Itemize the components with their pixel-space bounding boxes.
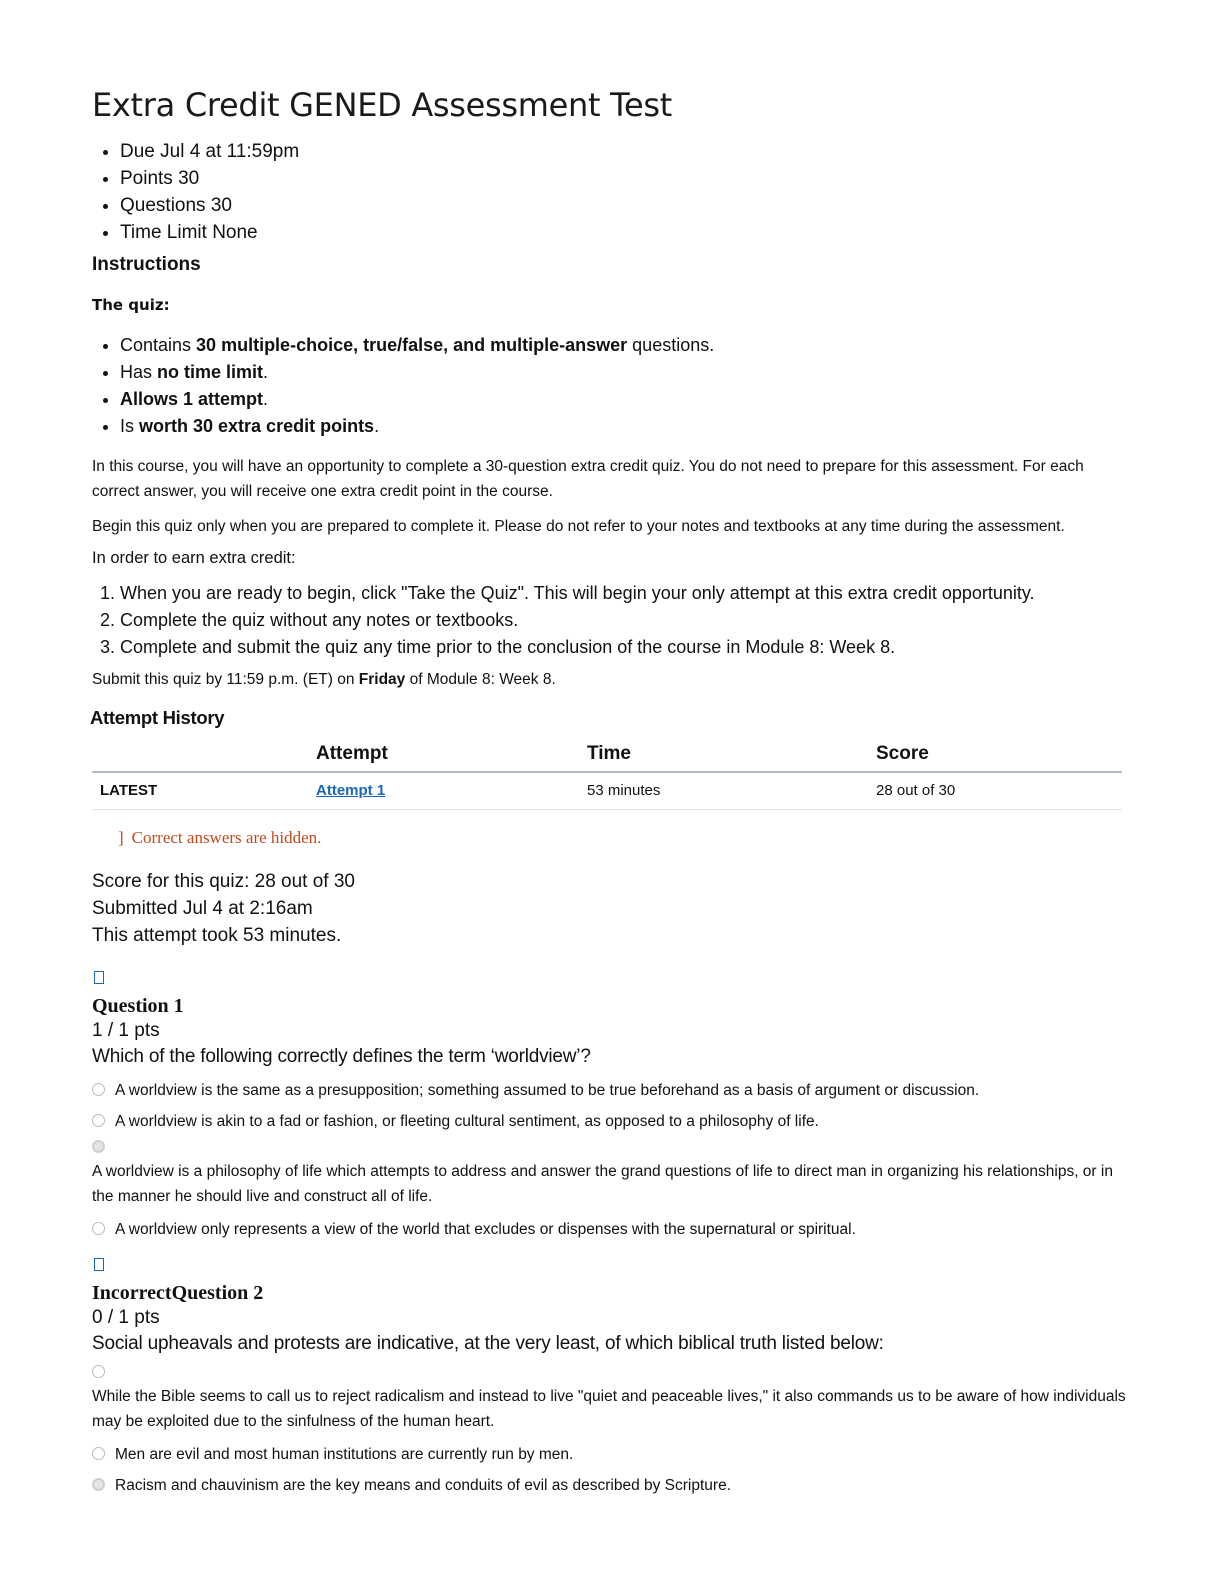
question-1 xyxy=(92,949,1132,1242)
question-2 xyxy=(92,1248,1132,1498)
answer-option-selected xyxy=(92,1473,1132,1498)
radio-button[interactable] xyxy=(92,1114,105,1127)
instructions-heading: Instructions xyxy=(92,254,201,275)
due-date: • Due Jul 4 at 11:59pm xyxy=(120,138,1132,165)
points: • Points 30 xyxy=(120,165,1132,192)
score-cell: 28 out of 30 xyxy=(868,772,1122,810)
steps-list xyxy=(92,580,1132,661)
quiz-page xyxy=(92,86,1132,1504)
question-title: IncorrectQuestion 2 xyxy=(92,1282,264,1304)
empty-header xyxy=(92,737,308,772)
step-item: 3. Complete and submit the quiz any time prior to the conclusion of the course in Module 8: Week 8. xyxy=(120,634,1132,661)
answer-option xyxy=(92,1217,1132,1242)
question-points: 1 / 1 pts xyxy=(92,1020,160,1041)
quiz-meta-list xyxy=(92,138,1132,246)
attempt-cell xyxy=(308,772,579,810)
time-limit: • Time Limit None xyxy=(120,219,1132,246)
step-item: 2. Complete the quiz without any notes or textbooks. xyxy=(120,607,1132,634)
intro-paragraph: In this course, you will have an opportunity to complete a 30-question extra credit quiz. You do not need to prepare for this assessment. For each correct answer, you will receive one extra credit point in the course. xyxy=(92,458,1084,500)
quiz-score: Score for this quiz: 28 out of 30 xyxy=(92,871,355,892)
quiz-label: The quiz: xyxy=(92,296,170,314)
attempt-duration: This attempt took 53 minutes. xyxy=(92,925,342,946)
page-title: Extra Credit GENED Assessment Test xyxy=(92,86,672,124)
table-header-row xyxy=(92,737,1122,772)
answer-option xyxy=(92,1442,1132,1467)
answer-text: A worldview is akin to a fad or fashion, or fleeting cultural sentiment, as opposed to a philosophy of life. xyxy=(115,1113,819,1130)
radio-button[interactable] xyxy=(92,1083,105,1096)
answer-option xyxy=(92,1365,1132,1434)
time-column-header: Time xyxy=(579,737,868,772)
radio-button-selected[interactable] xyxy=(92,1140,105,1153)
radio-button[interactable] xyxy=(92,1447,105,1460)
score-column-header: Score xyxy=(868,737,1122,772)
attempt-1-link[interactable]: Attempt 1 xyxy=(316,782,386,799)
latest-label: LATEST xyxy=(92,772,308,810)
answers-hidden-notice: ] Correct answers are hidden. xyxy=(118,828,322,847)
steps-lead: In order to earn extra credit: xyxy=(92,549,296,567)
warning-icon: ] xyxy=(118,828,124,847)
radio-button[interactable] xyxy=(92,1222,105,1235)
radio-button-selected[interactable] xyxy=(92,1478,105,1491)
answer-option xyxy=(92,1078,1132,1103)
answer-text: While the Bible seems to call us to reject radicalism and instead to live "quiet and peaceable lives," it also commands us to be aware of how individuals may be exploited due to the sinfulness of the human heart. xyxy=(92,1388,1126,1430)
questions-count: • Questions 30 xyxy=(120,192,1132,219)
rule-item: • Allows 1 attempt. xyxy=(120,386,1132,413)
rule-item: • Has no time limit. xyxy=(120,359,1132,386)
table-row xyxy=(92,772,1122,810)
question-text: Which of the following correctly defines the term ‘worldview’? xyxy=(92,1046,591,1067)
question-points: 0 / 1 pts xyxy=(92,1307,160,1328)
answer-text: A worldview is a philosophy of life which attempts to address and answer the grand questions of life to direct man in organizing his relationships, or in the manner he should live and construct all of life. xyxy=(92,1163,1113,1205)
rule-item: • Is worth 30 extra credit points. xyxy=(120,413,1132,440)
answer-text: Racism and chauvinism are the key means and conduits of evil as described by Scripture. xyxy=(115,1477,731,1494)
submitted-time: Submitted Jul 4 at 2:16am xyxy=(92,898,313,919)
flag-question-icon[interactable] xyxy=(94,1258,104,1271)
submit-deadline: Submit this quiz by 11:59 p.m. (ET) on Friday of Module 8: Week 8. xyxy=(92,671,556,688)
answer-text: A worldview is the same as a presupposition; something assumed to be true beforehand as a basis of argument or discussion. xyxy=(115,1082,980,1099)
answer-text: Men are evil and most human institutions are currently run by men. xyxy=(115,1446,574,1463)
answer-text: A worldview only represents a view of the world that excludes or dispenses with the supernatural or spiritual. xyxy=(115,1221,856,1238)
quiz-rules-list xyxy=(92,332,1132,440)
attempt-history-heading: Attempt History xyxy=(90,707,225,728)
attempt-history-table xyxy=(92,737,1122,810)
time-cell: 53 minutes xyxy=(579,772,868,810)
rule-item: • Contains 30 multiple-choice, true/false, and multiple-answer questions. xyxy=(120,332,1132,359)
attempt-column-header: Attempt xyxy=(308,737,579,772)
answer-option-selected xyxy=(92,1140,1132,1209)
question-text: Social upheavals and protests are indicative, at the very least, of which biblical truth listed below: xyxy=(92,1333,884,1354)
score-summary xyxy=(92,868,1132,949)
question-title: Question 1 xyxy=(92,995,184,1017)
radio-button[interactable] xyxy=(92,1365,105,1378)
step-item: 1. When you are ready to begin, click "Take the Quiz". This will begin your only attempt at this extra credit opportunity. xyxy=(120,580,1132,607)
warning-paragraph: Begin this quiz only when you are prepared to complete it. Please do not refer to your notes and textbooks at any time during the assessment. xyxy=(92,518,1065,535)
flag-question-icon[interactable] xyxy=(94,971,104,984)
answer-option xyxy=(92,1109,1132,1134)
